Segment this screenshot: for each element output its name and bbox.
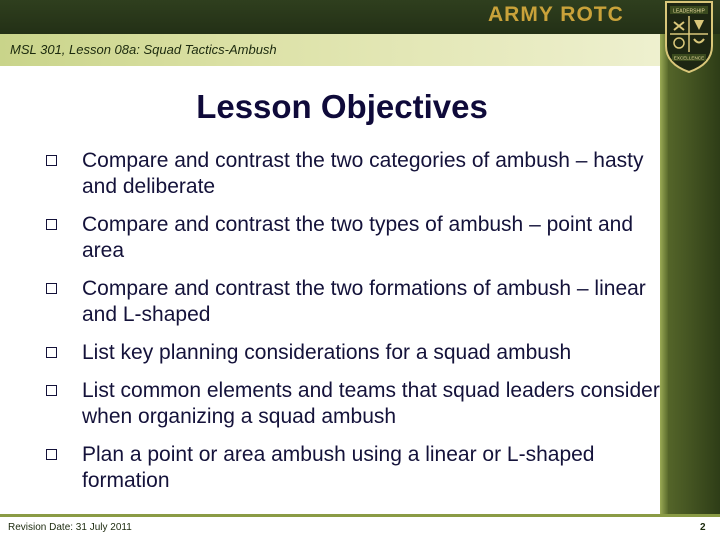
svg-text:LEADERSHIP: LEADERSHIP	[673, 8, 705, 15]
rotc-shield-logo	[662, 0, 716, 74]
objective-text: Compare and contrast the two types of ambush – point and area	[82, 213, 633, 262]
objective-item	[44, 212, 668, 264]
objective-text: List common elements and teams that squad leaders consider when organizing a squad ambush	[82, 379, 660, 428]
objective-item	[44, 340, 668, 366]
revision-date: Revision Date: 31 July 2011	[8, 522, 132, 533]
subtitle-strip	[0, 34, 660, 66]
objective-text: List key planning considerations for a squad ambush	[82, 341, 572, 364]
svg-text:EXCELLENCE: EXCELLENCE	[673, 55, 705, 61]
lesson-subtitle: MSL 301, Lesson 08a: Squad Tactics-Ambush	[10, 42, 277, 57]
objective-item	[44, 148, 668, 200]
objective-item	[44, 378, 668, 430]
page-number: 2	[700, 522, 706, 533]
objective-text: Compare and contrast the two categories of ambush – hasty and deliberate	[82, 149, 644, 198]
brand-name: ARMY ROTC	[488, 3, 624, 26]
objective-text: Compare and contrast the two formations of ambush – linear and L-shaped	[82, 277, 646, 326]
checkbox-bullet-icon	[46, 385, 57, 396]
objective-item	[44, 276, 668, 328]
checkbox-bullet-icon	[46, 155, 57, 166]
objective-item	[44, 442, 668, 494]
objectives-list	[44, 148, 668, 506]
checkbox-bullet-icon	[46, 449, 57, 460]
checkbox-bullet-icon	[46, 219, 57, 230]
objective-text: Plan a point or area ambush using a linear or L-shaped formation	[82, 443, 595, 492]
checkbox-bullet-icon	[46, 283, 57, 294]
slide-title: Lesson Objectives	[196, 88, 488, 125]
checkbox-bullet-icon	[46, 347, 57, 358]
